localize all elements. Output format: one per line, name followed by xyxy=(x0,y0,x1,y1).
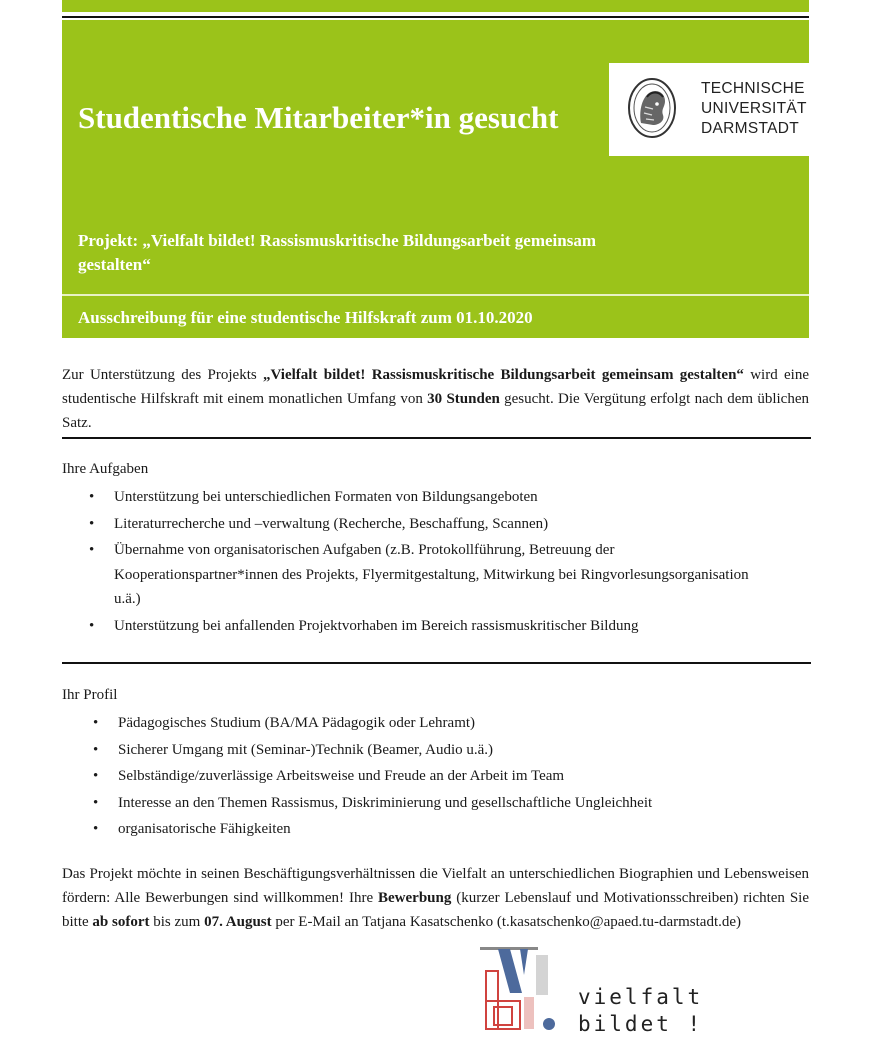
list-item xyxy=(89,538,749,612)
tu-line-1: TECHNISCHE xyxy=(701,80,805,97)
task-text: Unterstützung bei unterschiedlichen Formaten von Bildungsangeboten xyxy=(114,489,538,505)
list-item xyxy=(93,764,793,789)
vielfalt-bildet-wordmark xyxy=(578,984,703,1038)
closing-text-4: per E-Mail an Tatjana Kasatschenko (t.kasatschenko@apaed.tu-darmstadt.de) xyxy=(271,914,742,930)
closing-bewerbung: Bewerbung xyxy=(378,890,452,906)
tasks-heading: Ihre Aufgaben xyxy=(62,461,149,477)
bullet-icon: • xyxy=(93,715,99,731)
list-item xyxy=(93,711,793,736)
profile-text: Pädagogisches Studium (BA/MA Pädagogik oder Lehramt) xyxy=(118,715,476,731)
divider-1 xyxy=(62,437,811,439)
project-name: „Vielfalt bildet! Rassismuskritische Bildungsarbeit gemeinsam gestalten“ xyxy=(78,231,597,274)
profile-text: organisatorische Fähigkeiten xyxy=(118,821,291,837)
profile-text: Interesse an den Themen Rassismus, Diskriminierung und gesellschaftliche Ungleichheit xyxy=(118,794,653,811)
closing-ab-sofort: ab sofort xyxy=(92,914,150,930)
intro-hours: 30 Stunden xyxy=(427,391,500,407)
list-item xyxy=(89,485,749,510)
posting-line: Ausschreibung für eine studentische Hilfskraft zum 01.10.2020 xyxy=(78,308,533,327)
intro-text-2: wird eine studentische Hilfskraft mit einem monatlichen Umfang von xyxy=(62,367,809,407)
list-item xyxy=(89,512,749,537)
tu-line-3: DARMSTADT xyxy=(701,120,799,137)
bullet-icon: • xyxy=(93,794,99,811)
task-text: Unterstützung bei anfallenden Projektvorhaben im Bereich rassismuskritischer Bildung xyxy=(114,617,639,634)
top-green-strip xyxy=(62,0,809,12)
closing-text-1: Das Projekt möchte in seinen Beschäftigungsverhältnissen die Vielfalt an unterschiedlichen Biographien und Lebensweisen fördern: Alle Bewerbungen sind willkommen! Ihre xyxy=(62,866,809,906)
tu-darmstadt-logo xyxy=(609,63,809,156)
bullet-icon: • xyxy=(93,768,99,784)
bullet-icon: • xyxy=(89,617,95,634)
banner-separator xyxy=(62,294,809,296)
task-text: Literaturrecherche und –verwaltung (Recherche, Beschaffung, Scannen) xyxy=(114,515,549,532)
athena-seal-icon xyxy=(627,77,677,139)
bullet-icon: • xyxy=(89,515,95,532)
intro-project-name: „Vielfalt bildet! Rassismuskritische Bildungsarbeit gemeinsam gestalten“ xyxy=(263,367,744,383)
bullet-icon: • xyxy=(89,542,95,558)
profile-list xyxy=(93,711,793,844)
list-item xyxy=(89,614,749,639)
list-item xyxy=(93,817,793,842)
intro-text-3: gesucht. Die Vergütung erfolgt nach dem üblichen Satz. xyxy=(62,391,809,431)
project-prefix: Projekt: xyxy=(78,231,143,250)
vb-line-1: vielfalt xyxy=(578,985,704,1009)
page-title: Studentische Mitarbeiter*in gesucht xyxy=(78,100,559,135)
top-rule xyxy=(62,16,809,18)
closing-paragraph xyxy=(62,862,809,934)
profile-text: Selbständige/zuverlässige Arbeitsweise und Freude an der Arbeit im Team xyxy=(118,768,565,784)
closing-date: 07. August xyxy=(204,914,272,930)
task-text: Übernahme von organisatorischen Aufgaben (z.B. Protokollführung, Betreuung der Kooperationspartner*innen des Projekts, Flyermitgestaltung, Mitwirkung bei Ringvorlesungsorganisation u.ä.) xyxy=(114,542,749,607)
vielfalt-bildet-mark-icon xyxy=(480,945,575,1037)
tasks-list xyxy=(89,485,749,640)
vielfalt-bildet-logo xyxy=(480,945,720,1037)
list-item xyxy=(93,738,793,763)
bullet-icon: • xyxy=(89,489,95,505)
list-item xyxy=(93,791,793,816)
bullet-icon: • xyxy=(93,741,99,758)
tu-line-2: UNIVERSITÄT xyxy=(701,100,807,117)
vb-line-2: bildet ! xyxy=(578,1012,704,1036)
project-title xyxy=(78,229,598,277)
profile-text: Sicherer Umgang mit (Seminar-)Technik (Beamer, Audio u.ä.) xyxy=(118,741,494,758)
divider-2 xyxy=(62,662,811,664)
intro-text-1: Zur Unterstützung des Projekts xyxy=(62,367,263,383)
profile-heading: Ihr Profil xyxy=(62,687,118,703)
closing-text-2: (kurzer Lebenslauf und Motivationsschreiben) richten Sie bitte xyxy=(62,890,809,930)
intro-paragraph xyxy=(62,363,809,435)
closing-text-3: bis zum xyxy=(149,914,205,930)
tu-darmstadt-wordmark xyxy=(701,79,807,139)
bullet-icon: • xyxy=(93,821,99,837)
